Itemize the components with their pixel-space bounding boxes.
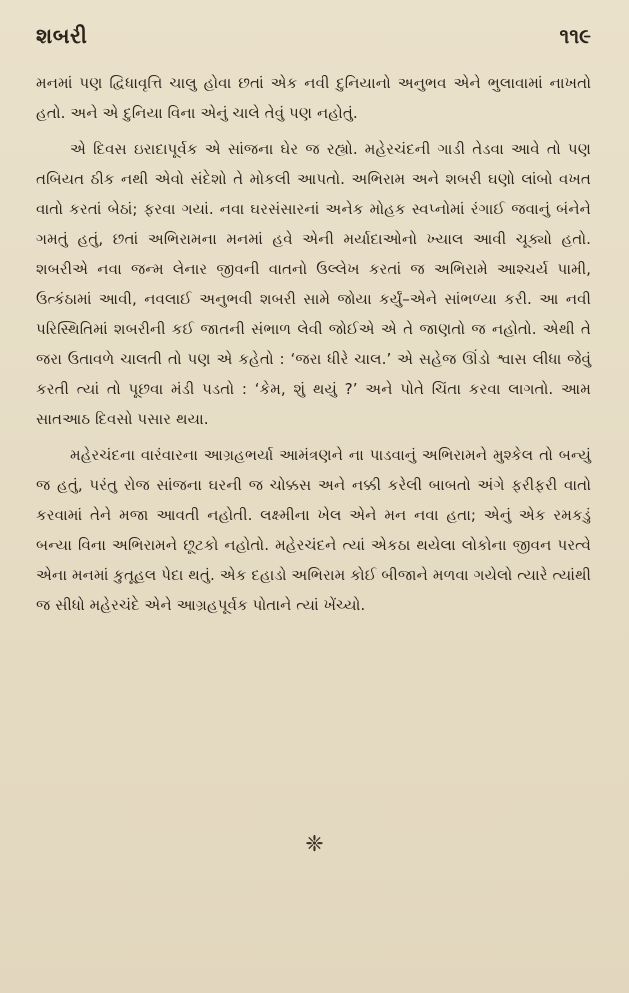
body-text — [36, 68, 591, 620]
page-number: ૧૧૯ — [559, 24, 591, 48]
running-head: શબરી — [36, 24, 88, 48]
paragraph-1: મનમાં પણ દ્વિધાવૃત્તિ ચાલુ હોવા છતાં એક નવી દુનિયાનો અનુભવ એને ભુલાવામાં નાખતો હતો. અને એ દુનિયા વિના એનું ચાલે તેવું પણ નહોતું. — [36, 74, 591, 122]
section-ornament-icon: ❈ — [305, 832, 324, 857]
page-header — [36, 24, 591, 68]
paragraph-3: મહેરચંદના વારંવારના આગ્રહભર્યા આમંત્રણને ના પાડવાનું અભિરામને મુશ્કેલ તો બન્યું જ હતું, પરંતુ રોજ સાંજના ઘરની જ ચોક્કસ અને નક્કી કરેલી બાબતો અંગે ફરીફરી વાતો કરવામાં તેને મજા આવતી નહોતી. લક્ષ્મીના ખેલ એને મન નવા હતા; એનું એક રમકડું બન્યા વિના અભિરામને છૂટકો નહોતો. મહેરચંદને ત્યાં એકઠા થયેલા લોકોના જીવન પરત્વે એના મનમાં કુતૂહલ પેદા થતું. એક દહાડો અભિરામ કોઈ બીજાને મળવા ગયેલો ત્યારે ત્યાંથી જ સીધો મહેરચંદે એને આગ્રહપૂર્વક પોતાને ત્યાં ખેંચ્યો. — [36, 446, 591, 614]
paragraph-2: એ દિવસ ઇરાદાપૂર્વક એ સાંજના ઘેર જ રહ્યો. મહેરચંદની ગાડી તેડવા આવે તો પણ તબિયત ઠીક નથી એવો સંદેશો તે મોકલી આપતો. અભિરામ અને શબરી ઘણો લાંબો વખત વાતો કરતાં બેઠાં; ફરવા ગયાં. નવા ઘરસંસારનાં અનેક મોહક સ્વપ્નોમાં રંગાઈ જવાનું બંનેને ગમતું હતું, છતાં અભિરામના મનમાં હવે એની મર્યાદાઓનો ખ્યાલ આવી ચૂક્યો હતો. શબરીએ નવા જન્મ લેનાર જીવની વાતનો ઉલ્લેખ કરતાં જ અભિરામે આશ્ચર્ય પામી, ઉત્કંઠામાં આવી, નવલાઈ અનુભવી શબરી સામે જોયા કર્યું–એને સાંભળ્યા કરી. આ નવી પરિસ્થિતિમાં શબરીની કઈ જાતની સંભાળ લેવી જોઈએ એ તે જાણતો જ નહોતો. એથી તે જરા ઉતાવળે ચાલતી તો પણ એ કહેતો : ‘જરા ધીરે ચાલ.’ એ સહેજ ઊંડો શ્વાસ લીધા જેવું કરતી ત્યાં તો પૂછવા મંડી પડતો : ‘કેમ, શું થયું ?’ અને પોતે ચિંતા કરવા લાગતો. આમ સાતઆઠ દિવસો પસાર થયા. — [36, 140, 591, 428]
